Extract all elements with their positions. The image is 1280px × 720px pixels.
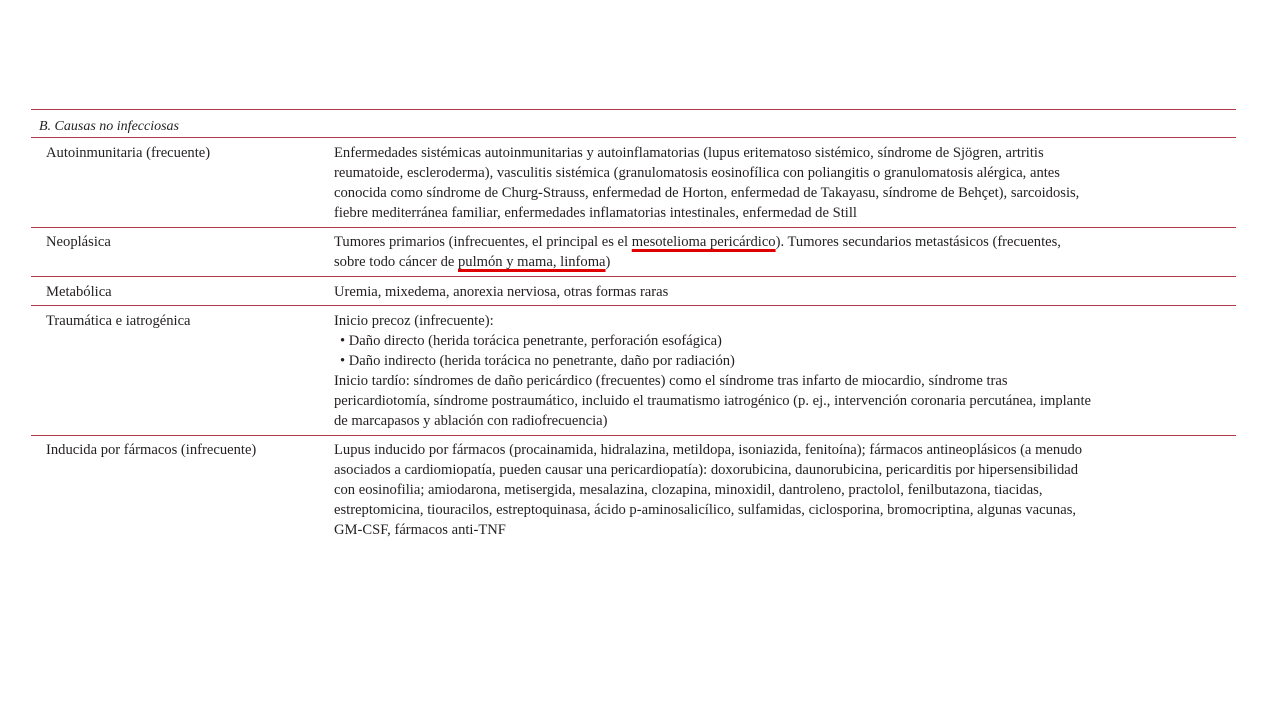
description-line: reumatoide, escleroderma), vasculitis sistémica (granulomatosis eosinofílica con poliangitis o granulomatosis alérgica, antes xyxy=(334,165,1060,181)
cause-label: Autoinmunitaria (frecuente) xyxy=(46,145,211,161)
description-line: de marcapasos y ablación con radiofrecuencia) xyxy=(334,413,608,429)
description-text: ) xyxy=(605,254,611,270)
table-row-autoinmunitaria xyxy=(31,138,1236,227)
cause-label: Neoplásica xyxy=(46,234,111,250)
description-line: pericardiotomía, síndrome postraumático, incluido el traumatismo iatrogénico (p. ej., intervención coronaria percutánea, implante xyxy=(334,393,1091,409)
description-line: Lupus inducido por fármacos (procainamida, hidralazina, metildopa, isoniazida, fenitoína); fármacos antineoplásicos (a menudo xyxy=(334,442,1083,458)
description-text: sobre todo cáncer de xyxy=(334,254,458,270)
description-line: conocida como síndrome de Churg-Strauss, enfermedad de Horton, enfermedad de Takayasu, síndrome de Behçet), sarcoidosis, xyxy=(334,185,1080,201)
description-line: GM-CSF, fármacos anti-TNF xyxy=(334,522,506,538)
description-line: fiebre mediterránea familiar, enfermedades inflamatorias intestinales, enfermedad de Still xyxy=(334,205,857,221)
cause-label: Traumática e iatrogénica xyxy=(46,313,191,329)
section-title: B. Causas no infecciosas xyxy=(39,119,179,134)
cause-description xyxy=(334,143,1236,223)
cause-description xyxy=(334,282,1236,302)
table-row-neoplasica xyxy=(31,228,1236,276)
description-line xyxy=(334,252,1232,272)
cause-description xyxy=(334,232,1236,272)
description-line: con eosinofilia; amiodarona, metisergida, mesalazina, clozapina, minoxidil, dantroleno, practolol, fenilbutazona, tiacidas, xyxy=(334,482,1043,498)
bullet-item: • Daño directo (herida torácica penetrante, perforación esofágica) xyxy=(340,333,722,349)
table-row-farmacos xyxy=(31,436,1236,544)
red-underline-highlight: mesotelioma pericárdico xyxy=(631,234,776,250)
description-line: Inicio precoz (infrecuente): xyxy=(334,313,494,329)
description-line: asociados a cardiomiopatía, pueden causar una pericardiopatía): doxorubicina, daunorubicina, pericarditis por hipersensibilidad xyxy=(334,462,1079,478)
non-infectious-causes-table xyxy=(31,109,1236,544)
description-line: Inicio tardío: síndromes de daño pericárdico (frecuentes) como el síndrome tras infarto de miocardio, síndrome tras xyxy=(334,373,1008,389)
cause-description xyxy=(334,311,1236,431)
description-text: Tumores primarios (infrecuentes, el principal es el xyxy=(334,234,632,250)
table-row-traumatica xyxy=(31,306,1236,435)
cause-description xyxy=(334,440,1236,540)
description-text: ). Tumores secundarios metastásicos (frecuentes, xyxy=(775,234,1061,250)
bullet-item: • Daño indirecto (herida torácica no penetrante, daño por radiación) xyxy=(340,353,735,369)
description-line: estreptomicina, tiouracilos, estreptoquinasa, ácido p-aminosalicílico, sulfamidas, ciclosporina, bromocriptina, algunas vacunas, xyxy=(334,502,1077,518)
cause-label: Inducida por fármacos (infrecuente) xyxy=(46,442,257,458)
description-line xyxy=(334,232,1232,252)
red-underline-highlight: pulmón y mama, linfoma xyxy=(458,254,606,270)
description-line: Enfermedades sistémicas autoinmunitarias y autoinflamatorias (lupus eritematoso sistémico, síndrome de Sjögren, artritis xyxy=(334,145,1044,161)
table-row-metabolica xyxy=(31,277,1236,305)
cause-label: Metabólica xyxy=(46,284,112,300)
description-line: Uremia, mixedema, anorexia nerviosa, otras formas raras xyxy=(334,284,669,300)
